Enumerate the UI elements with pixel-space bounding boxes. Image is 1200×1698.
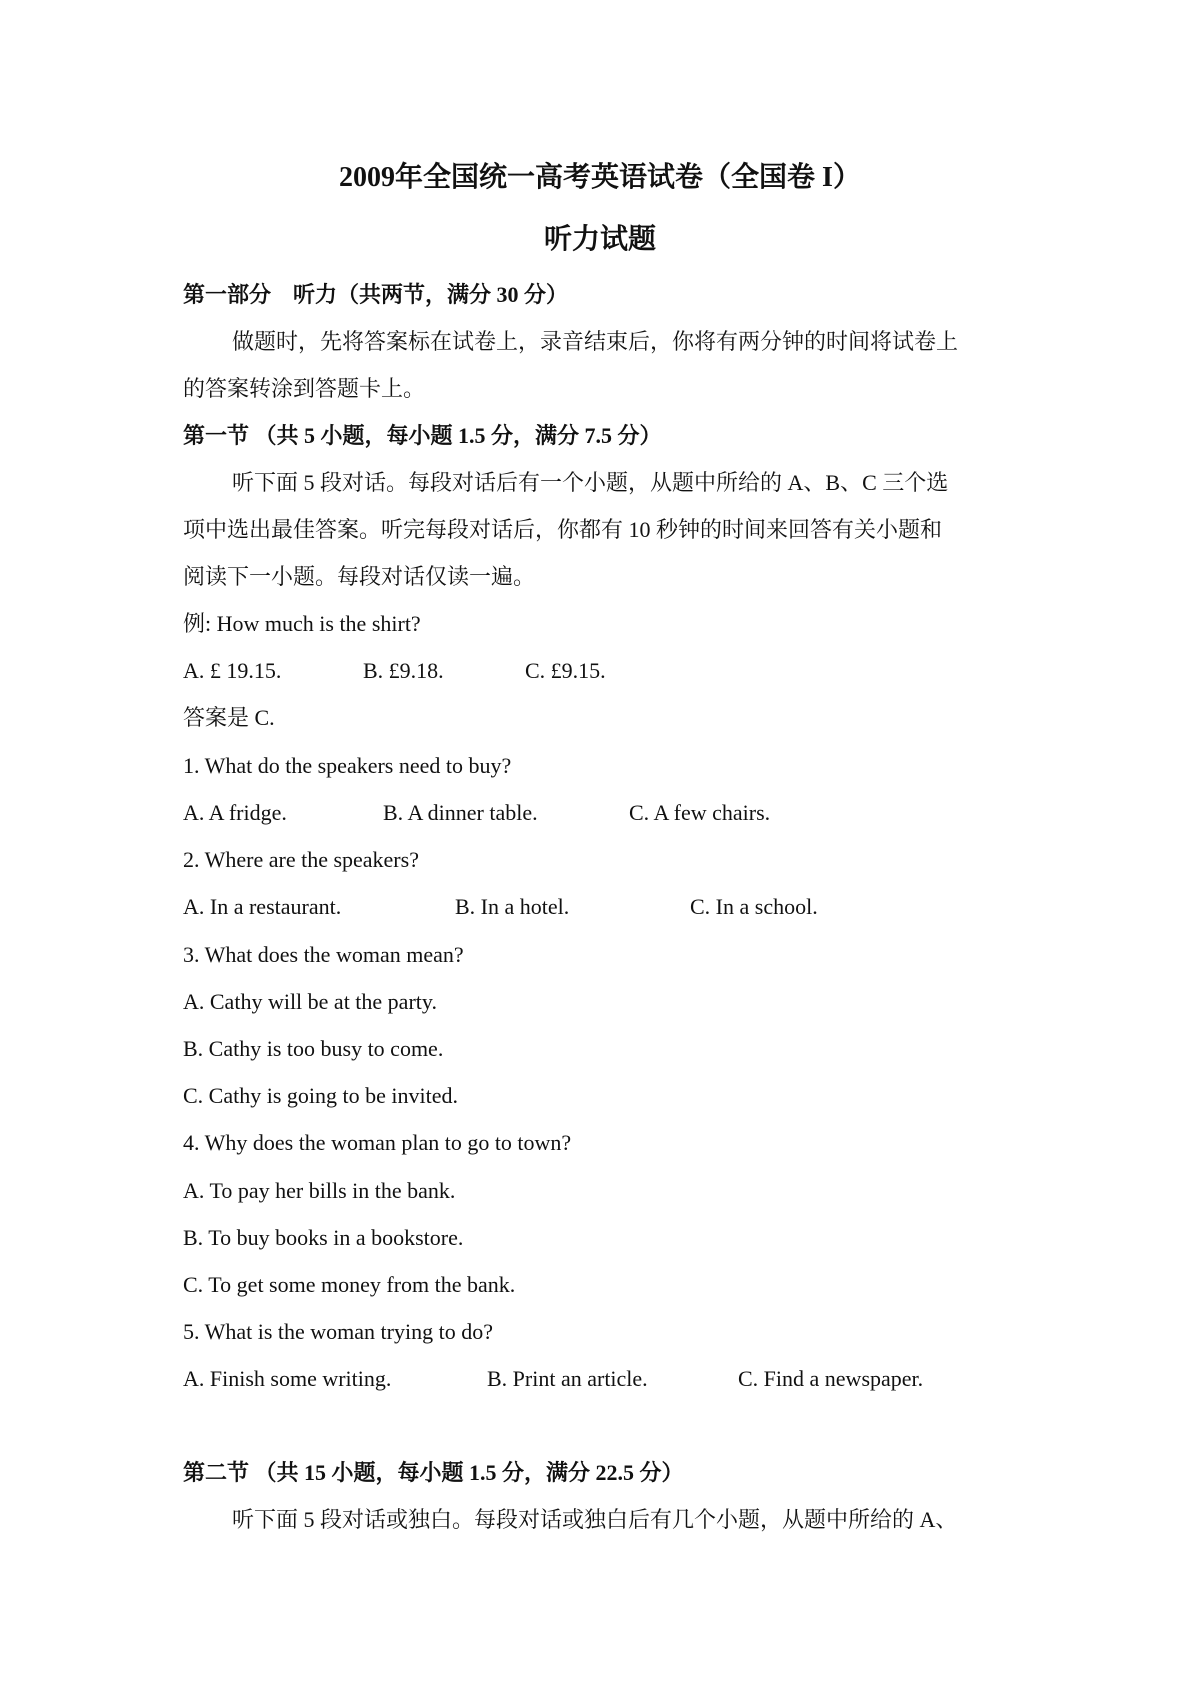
example-option-a: A. £ 19.15. bbox=[183, 658, 282, 683]
exam-title: 2009年全国统一高考英语试卷（全国卷 I） bbox=[339, 162, 861, 193]
question-3-option-c: C. Cathy is going to be invited. bbox=[183, 1083, 458, 1108]
question-3-option-b: B. Cathy is too busy to come. bbox=[183, 1036, 444, 1061]
example-option-b: B. £9.18. bbox=[363, 658, 444, 683]
question-5-option-a: A. Finish some writing. bbox=[183, 1366, 392, 1391]
question-1-option-b: B. A dinner table. bbox=[383, 800, 538, 825]
question-1-option-c: C. A few chairs. bbox=[629, 800, 771, 825]
question-1-option-a: A. A fridge. bbox=[183, 800, 287, 825]
question-5-option-b: B. Print an article. bbox=[487, 1366, 648, 1391]
exam-subtitle: 听力试题 bbox=[543, 224, 656, 255]
section1-instruction-line: 项中选出最佳答案。听完每段对话后，你都有 10 秒钟的时间来回答有关小题和 bbox=[183, 517, 943, 542]
question-2-option-b: B. In a hotel. bbox=[455, 894, 570, 919]
question-5: 5. What is the woman trying to do? bbox=[183, 1319, 493, 1344]
section2-heading: 第二节 （共 15 小题，每小题 1.5 分，满分 22.5 分） bbox=[183, 1460, 684, 1485]
example-option-c: C. £9.15. bbox=[525, 658, 606, 683]
question-4-option-c: C. To get some money from the bank. bbox=[183, 1272, 516, 1297]
part1-instruction-line: 的答案转涂到答题卡上。 bbox=[183, 376, 426, 401]
section1-instruction-line: 听下面 5 段对话。每段对话后有一个小题，从题中所给的 A、B、C 三个选 bbox=[232, 470, 949, 495]
question-2-option-c: C. In a school. bbox=[690, 894, 818, 919]
section1-heading: 第一节 （共 5 小题，每小题 1.5 分，满分 7.5 分） bbox=[183, 423, 662, 448]
question-4: 4. Why does the woman plan to go to town? bbox=[183, 1130, 572, 1155]
part1-heading: 第一部分 听力（共两节，满分 30 分） bbox=[183, 282, 569, 307]
question-1: 1. What do the speakers need to buy? bbox=[183, 753, 512, 778]
question-4-option-a: A. To pay her bills in the bank. bbox=[183, 1178, 456, 1203]
question-2: 2. Where are the speakers? bbox=[183, 847, 419, 872]
question-2-option-a: A. In a restaurant. bbox=[183, 894, 342, 919]
section2-instruction-line: 听下面 5 段对话或独白。每段对话或独白后有几个小题，从题中所给的 A、 bbox=[232, 1507, 958, 1532]
part1-instruction-line: 做题时，先将答案标在试卷上，录音结束后，你将有两分钟的时间将试卷上 bbox=[232, 329, 959, 354]
section1-instruction-line: 阅读下一小题。每段对话仅读一遍。 bbox=[183, 564, 536, 589]
question-5-option-c: C. Find a newspaper. bbox=[738, 1366, 924, 1391]
example-answer: 答案是 C. bbox=[183, 705, 275, 730]
question-3-option-a: A. Cathy will be at the party. bbox=[183, 989, 437, 1014]
question-4-option-b: B. To buy books in a bookstore. bbox=[183, 1225, 464, 1250]
question-3: 3. What does the woman mean? bbox=[183, 942, 464, 967]
example-question: 例: How much is the shirt? bbox=[183, 611, 421, 636]
